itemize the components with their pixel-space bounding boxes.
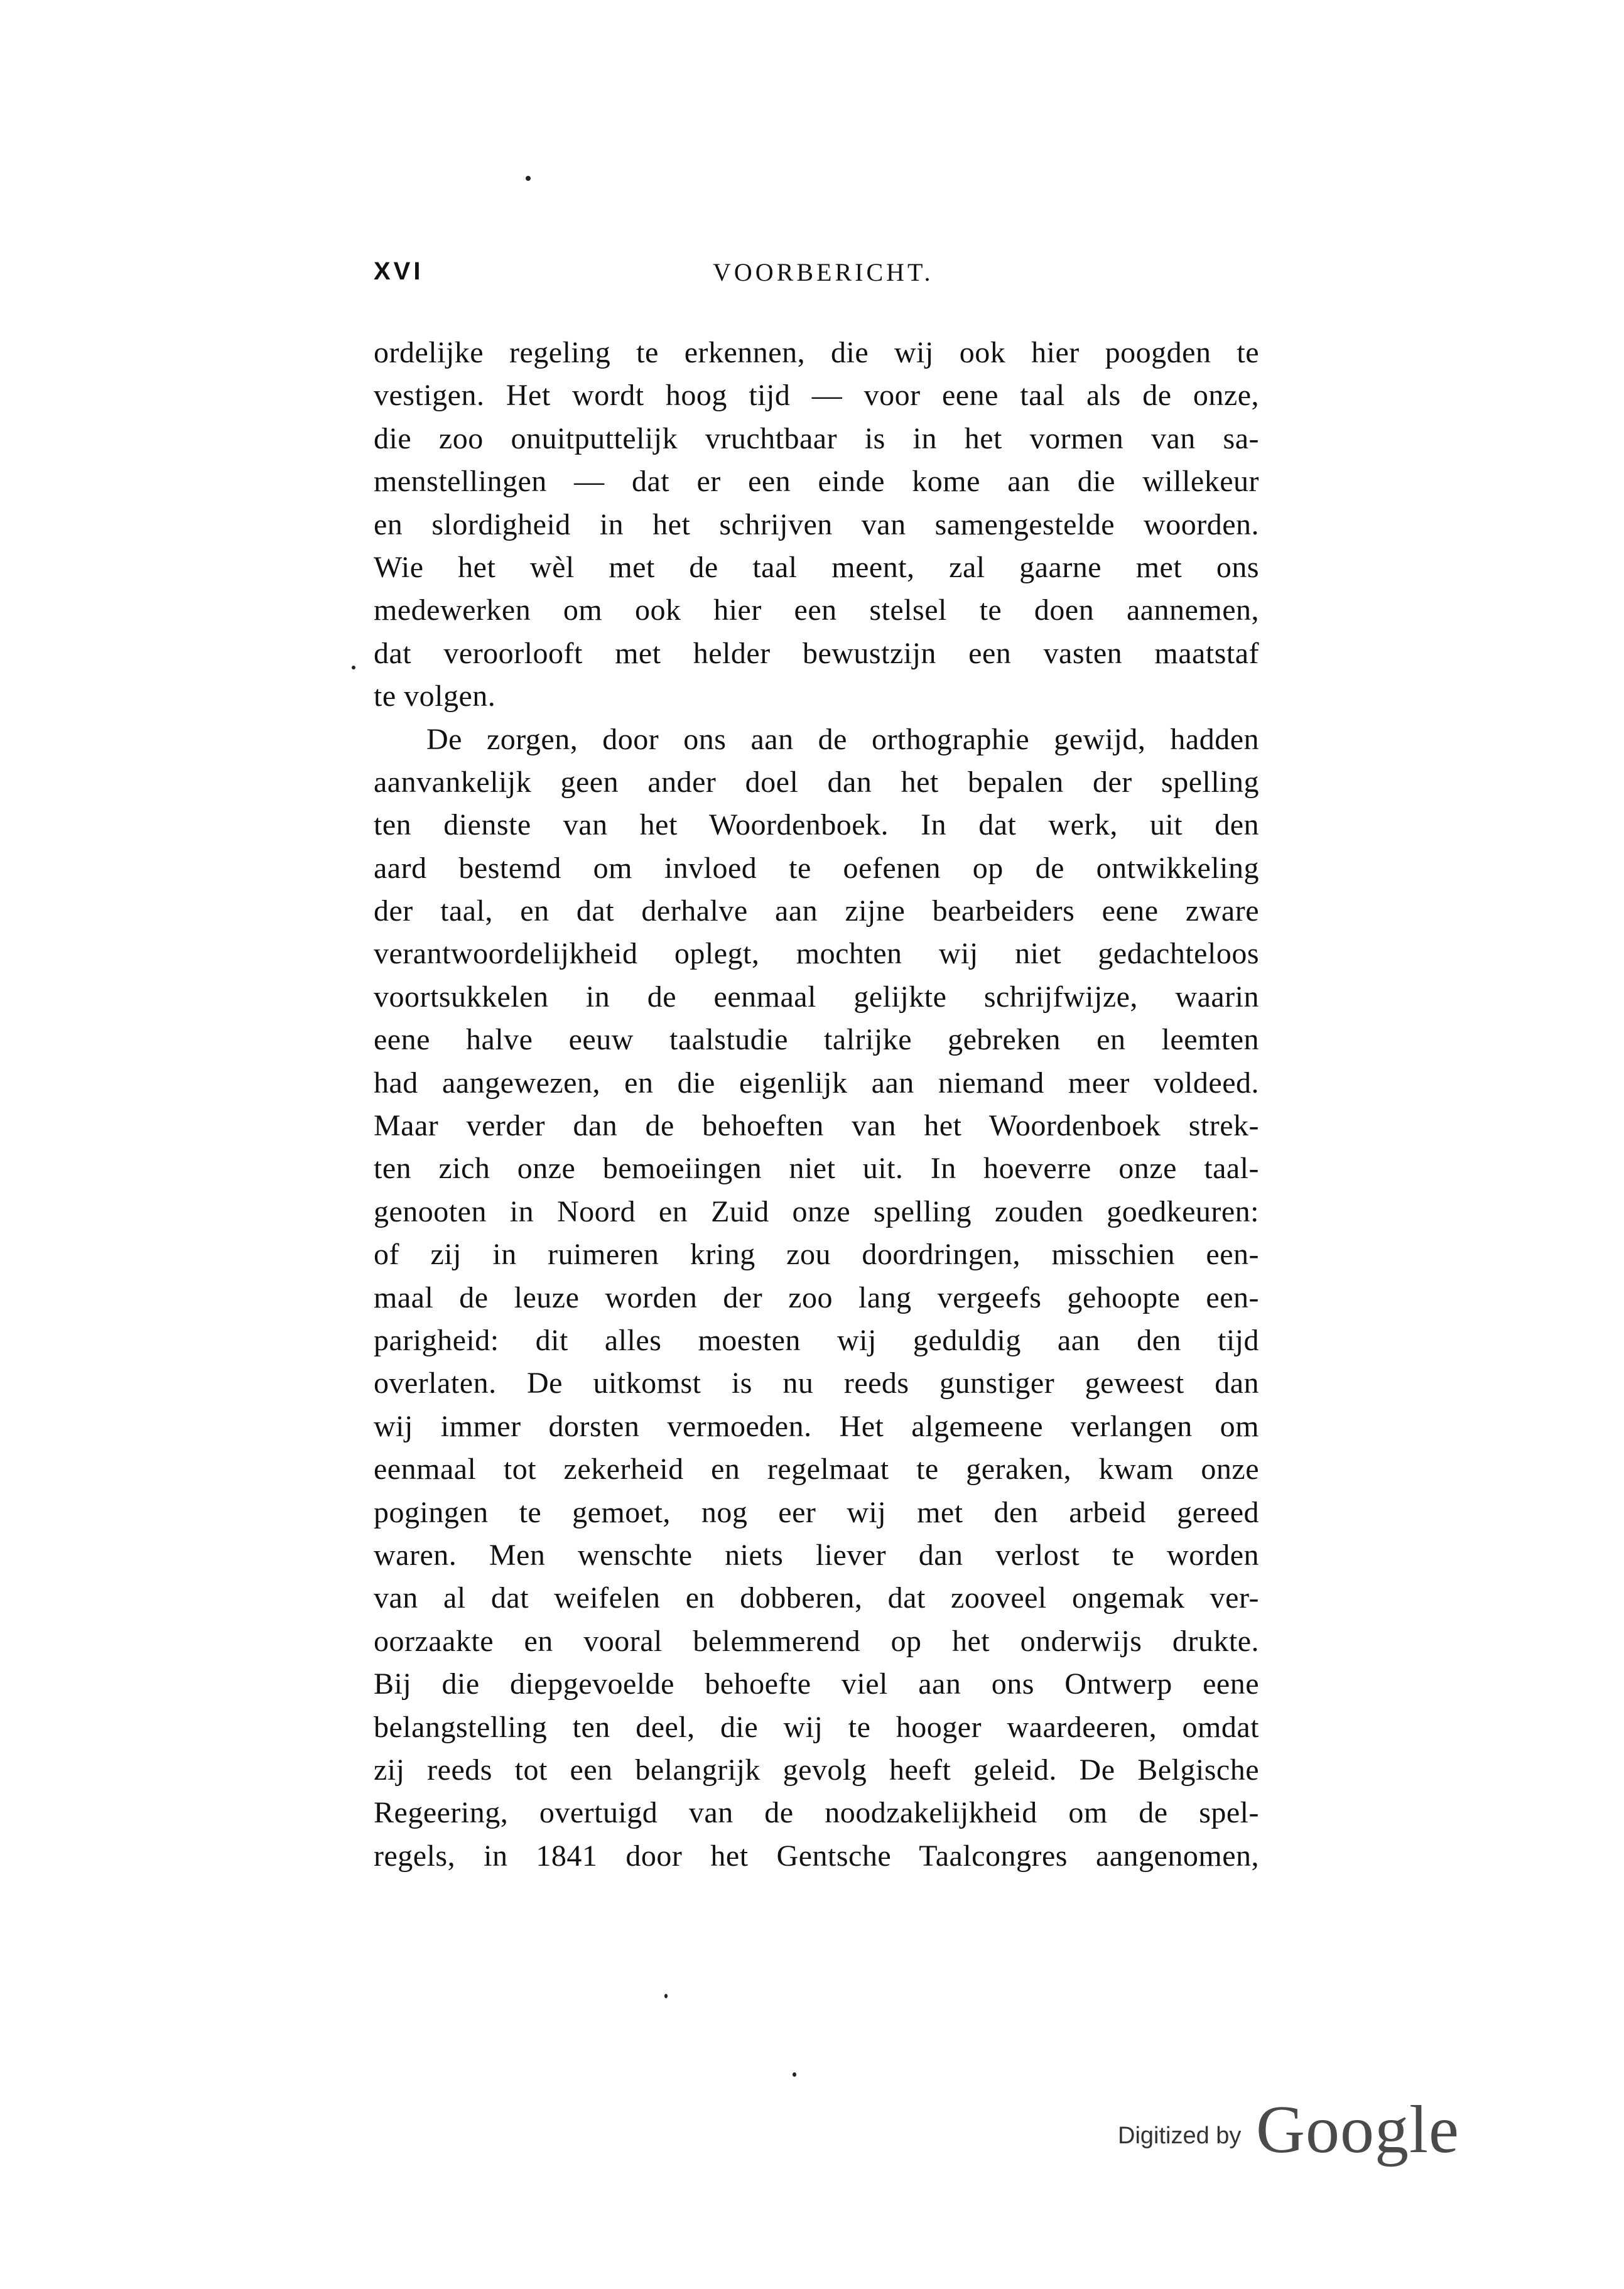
text-line: aard bestemd om invloed te oefenen op de ontwikkeling (374, 851, 1259, 885)
text-line: vestigen. Het wordt hoog tijd — voor eene taal als de onze, (374, 379, 1259, 413)
text-line: zij reeds tot een belangrijk gevolg heeft geleid. De Belgische (374, 1753, 1259, 1787)
speck-mark (526, 176, 531, 181)
running-head: VOORBERICHT. (713, 258, 934, 286)
text-line: en slordigheid in het schrijven van samengestelde woorden. (374, 507, 1259, 541)
text-line: Wie het wèl met de taal meent, zal gaarne met ons (374, 550, 1259, 584)
page-header (374, 257, 1259, 295)
text-line: Maar verder dan de behoeften van het Woordenboek strek- (374, 1109, 1259, 1143)
text-line: dat veroorlooft met helder bewustzijn een vasten maatstaf (374, 636, 1259, 670)
text-line: pogingen te gemoet, nog eer wij met den arbeid gereed (374, 1495, 1259, 1529)
text-line: belangstelling ten deel, die wij te hooger waardeeren, omdat (374, 1710, 1259, 1744)
digitized-by-label: Digitized by (1118, 2123, 1242, 2149)
text-line: maal de leuze worden der zoo lang vergeefs gehoopte een- (374, 1280, 1259, 1314)
text-line: ordelijke regeling te erkennen, die wij ook hier poogden te (374, 336, 1259, 369)
text-line: eenmaal tot zekerheid en regelmaat te geraken, kwam onze (374, 1453, 1259, 1486)
text-line: te volgen. (374, 679, 496, 713)
text-line: die zoo onuitputtelijk vruchtbaar is in het vormen van sa- (374, 421, 1259, 455)
text-line: Regeering, overtuigd van de noodzakelijkheid om de spel- (374, 1796, 1259, 1830)
text-line: wij immer dorsten vermoeden. Het algemeene verlangen om (374, 1409, 1259, 1443)
text-line: ten zich onze bemoeiingen niet uit. In hoeverre onze taal- (374, 1152, 1259, 1186)
text-line: van al dat weifelen en dobberen, dat zooveel ongemak ver- (374, 1581, 1259, 1615)
text-line: voortsukkelen in de eenmaal gelijkte schrijfwijze, waarin (374, 980, 1259, 1014)
google-logo: Google (1256, 2092, 1459, 2167)
speck-mark (793, 2072, 796, 2077)
text-line: regels, in 1841 door het Gentsche Taalcongres aangenomen, (374, 1839, 1259, 1873)
text-line: ten dienste van het Woordenboek. In dat werk, uit den (374, 808, 1259, 842)
body-text (374, 332, 1259, 1878)
text-line: eene halve eeuw taalstudie talrijke gebreken en leemten (374, 1023, 1259, 1057)
text-line: oorzaakte en vooral belemmerend op het onderwijs drukte. (374, 1624, 1259, 1658)
text-line: verantwoordelijkheid oplegt, mochten wij niet gedachteloos (374, 937, 1259, 971)
text-line: genooten in Noord en Zuid onze spelling zouden goedkeuren: (374, 1194, 1259, 1228)
text-line: parigheid: dit alles moesten wij geduldig aan den tijd (374, 1323, 1259, 1357)
page-number: XVI (374, 257, 424, 285)
speck-mark (352, 666, 355, 669)
text-line: of zij in ruimeren kring zou doordringen, misschien een- (374, 1238, 1259, 1272)
text-line: overlaten. De uitkomst is nu reeds gunstiger geweest dan (374, 1366, 1259, 1400)
text-line: aanvankelijk geen ander doel dan het bepalen der spelling (374, 765, 1259, 799)
text-line: medewerken om ook hier een stelsel te doen aannemen, (374, 593, 1259, 627)
text-line: der taal, en dat derhalve aan zijne bearbeiders eene zware (374, 894, 1259, 928)
text-line: menstellingen — dat er een einde kome aan die willekeur (374, 465, 1259, 499)
text-line: Bij die diepgevoelde behoefte viel aan ons Ontwerp eene (374, 1667, 1259, 1701)
text-line: waren. Men wenschte niets liever dan verlost te worden (374, 1538, 1259, 1572)
speck-mark (664, 1994, 668, 1998)
paragraph-first-line: De zorgen, door ons aan de orthographie gewijd, hadden (426, 722, 1259, 756)
digitization-watermark (1118, 2091, 1470, 2167)
text-line: had aangewezen, en die eigenlijk aan niemand meer voldeed. (374, 1066, 1259, 1100)
